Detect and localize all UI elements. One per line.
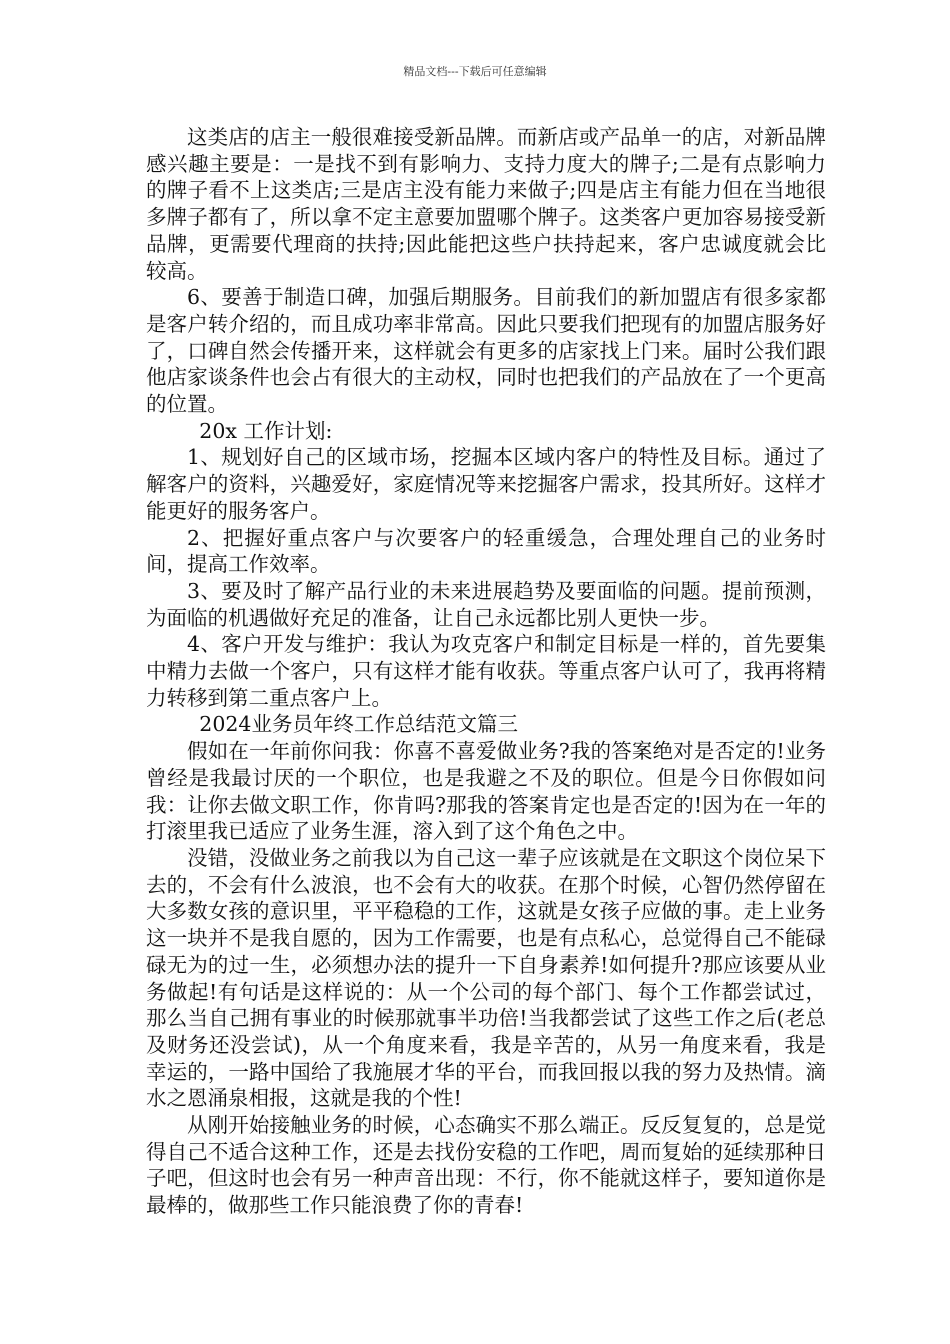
paragraph-year-ago: 假如在一年前你问我：你喜不喜爱做业务?我的答案绝对是否定的!业务曾经是我最讨厌的一个职位，也是我避之不及的职位。但是今日你假如问我：让你去做文职工作，你肯吗?那我的答案肯定也是否定的!因为在一年的打滚里我已适应了业务生涯，溶入到了这个角色之中。 bbox=[146, 739, 826, 844]
plan-item-4: 4、客户开发与维护：我认为攻克客户和制定目标是一样的，首先要集中精力去做一个客户，只有这样才能有收获。等重点客户认可了，我再将精力转移到第二重点客户上。 bbox=[146, 632, 826, 710]
plan-item-1: 1、规划好自己的区域市场，挖掘本区域内客户的特性及目标。通过了解客户的资料，兴趣爱好，家庭情况等来挖掘客户需求，投其所好。这样才能更好的服务客户。 bbox=[146, 445, 826, 523]
section-heading-work-plan: 20x 工作计划: bbox=[199, 418, 333, 443]
paragraph-mindset: 从刚开始接触业务的时候，心态确实不那么端正。反反复复的，总是觉得自己不适合这种工作，还是去找份安稳的工作吧，周而复始的延续那种日子吧，但这时也会有另一种声音出现：不行，你不能就这样子，要知道你是最棒的，做那些工作只能浪费了你的青春! bbox=[146, 1113, 826, 1218]
plan-item-2: 2、把握好重点客户与次要客户的轻重缓急，合理处理自己的业务时间，提高工作效率。 bbox=[146, 525, 826, 577]
paragraph-new-brand: 这类店的店主一般很难接受新品牌。而新店或产品单一的店，对新品牌感兴趣主要是：一是找不到有影响力、支持力度大的牌子;二是有点影响力的牌子看不上这类店;三是店主没有能力来做子;四是店主有能力但在当地很多牌子都有了，所以拿不定主意要加盟哪个牌子。这类客户更加容易接受新品牌，更需要代理商的扶持;因此能把这些户扶持起来，客户忠诚度就会比较高。 bbox=[146, 125, 826, 283]
plan-item-3: 3、要及时了解产品行业的未来进展趋势及要面临的问题。提前预测，为面临的机遇做好充足的准备，让自己永远都比别人更快一步。 bbox=[146, 578, 826, 630]
section-heading-article-three: 2024业务员年终工作总结范文篇三 bbox=[199, 712, 518, 737]
paragraph-word-of-mouth: 6、要善于制造口碑，加强后期服务。目前我们的新加盟店有很多家都是客户转介绍的，而且成功率非常高。因此只要我们把现有的加盟店服务好了，口碑自然会传播开来，这样就会有更多的店家找上门来。届时公我们跟他店家谈条件也会占有很大的主动权，同时也把我们的产品放在了一个更高的位置。 bbox=[146, 285, 826, 417]
document-body bbox=[146, 124, 826, 1219]
paragraph-before-sales: 没错，没做业务之前我以为自己这一辈子应该就是在文职这个岗位呆下去的，不会有什么波浪，也不会有大的收获。在那个时候，心智仍然停留在大多数女孩的意识里，平平稳稳的工作，这就是女孩子应做的事。走上业务这一块并不是我自愿的，因为工作需要，也是有点私心，总觉得自己不能碌碌无为的过一生，必须想办法的提升一下自身素养!如何提升?那应该要从业务做起!有句话是这样说的：从一个公司的每个部门、每个工作都尝试过，那么当自己拥有事业的时候那就事半功倍!当我都尝试了这些工作之后(老总及财务还没尝试)，从一个角度来看，我是辛苦的，从另一角度来看，我是幸运的，一路中国给了我施展才华的平台，而我回报以我的努力及热情。滴水之恩涌泉相报，这就是我的个性! bbox=[146, 845, 826, 1111]
page-header: 精品文档---下载后可任意编辑 bbox=[403, 65, 547, 78]
